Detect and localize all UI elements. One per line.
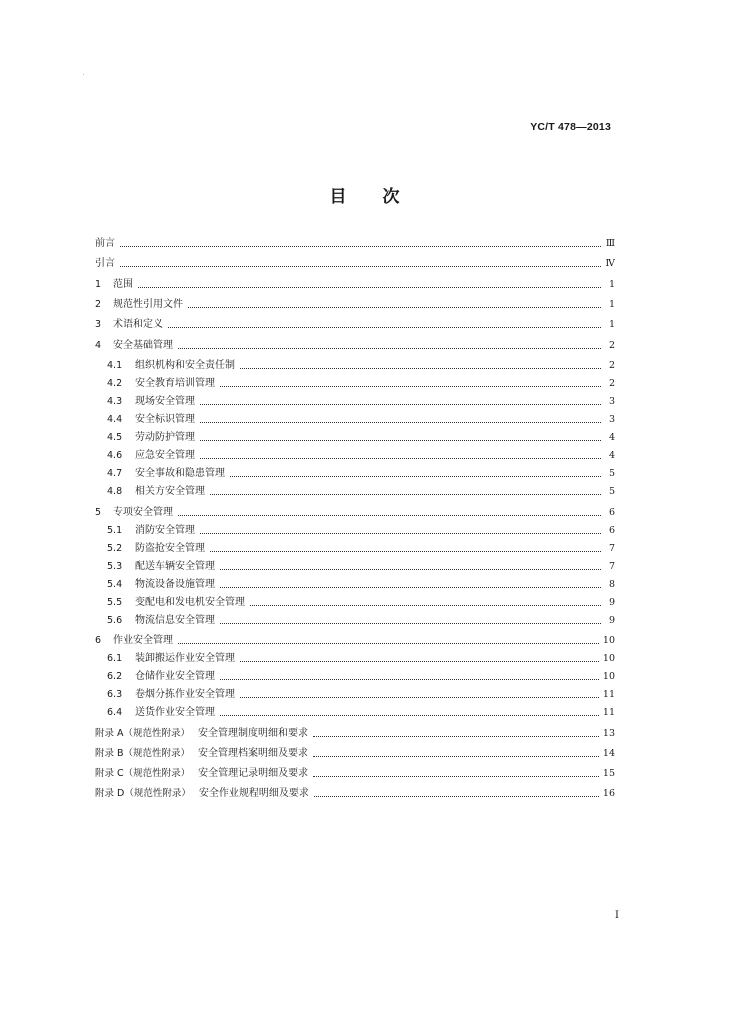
toc-entry[interactable]	[95, 577, 615, 591]
dot-leader	[168, 327, 601, 328]
dot-leader	[240, 368, 601, 369]
toc-entry-page: 10	[602, 653, 615, 664]
toc-entry-page: 15	[602, 768, 615, 779]
dot-leader	[210, 551, 601, 552]
toc-entry[interactable]	[95, 376, 615, 390]
toc-entry[interactable]	[95, 766, 615, 780]
toc-entry-page: 4	[608, 432, 615, 443]
toc-entry-label: 引言	[95, 258, 115, 269]
toc-entry-number: 6.4	[107, 707, 123, 718]
toc-entry-page: Ⅲ	[605, 238, 615, 249]
dot-leader	[200, 404, 601, 405]
toc-entry-page: 3	[608, 396, 615, 407]
toc-entry-page: 8	[608, 579, 615, 590]
toc-entry[interactable]	[95, 448, 615, 462]
toc-entry-label: 物流设备设施管理	[135, 579, 215, 590]
toc-entry-label: 安全管理制度明细和要求	[198, 728, 309, 739]
toc-entry[interactable]	[95, 256, 615, 270]
toc-entry-page: 2	[608, 360, 615, 371]
toc-entry-label: 物流信息安全管理	[135, 615, 215, 626]
toc-entry-number: 4.1	[107, 360, 123, 371]
toc-entry[interactable]	[95, 358, 615, 372]
toc-entry-number: 5.1	[107, 525, 123, 536]
dot-leader	[313, 736, 599, 737]
dot-leader	[220, 679, 599, 680]
toc-entry[interactable]	[95, 613, 615, 627]
toc-entry-number: 4.7	[107, 468, 123, 479]
toc-entry-number: 4.4	[107, 414, 123, 425]
toc-entry[interactable]	[95, 338, 615, 352]
toc-entry-page: 5	[608, 468, 615, 479]
toc-entry-page: 10	[602, 635, 615, 646]
toc-entry-label: 防盗抢安全管理	[135, 543, 205, 554]
toc-entry-page: 1	[608, 319, 615, 330]
toc-entry-label: 安全教育培训管理	[135, 378, 215, 389]
toc-entry-label: 应急安全管理	[135, 450, 195, 461]
dot-leader	[188, 307, 601, 308]
dot-leader	[220, 623, 601, 624]
toc-entry[interactable]	[95, 687, 615, 701]
toc-entry-label: 前言	[95, 238, 115, 249]
toc-entry-page: 4	[608, 450, 615, 461]
toc-entry-number: 4.3	[107, 396, 123, 407]
toc-entry[interactable]	[95, 394, 615, 408]
toc-entry[interactable]	[95, 595, 615, 609]
toc-entry-page: 2	[608, 378, 615, 389]
toc-entry-number: 6	[95, 635, 102, 646]
toc-entry-number: 附录 B（规范性附录）	[95, 748, 191, 759]
toc-entry[interactable]	[95, 505, 615, 519]
toc-entry-label: 卷烟分拣作业安全管理	[135, 689, 235, 700]
dot-leader	[178, 515, 601, 516]
toc-entry-number: 1	[95, 279, 102, 290]
dot-leader	[138, 287, 601, 288]
toc-entry-label: 安全基础管理	[113, 340, 173, 351]
toc-entry-page: 1	[608, 279, 615, 290]
toc-entry-number: 6.3	[107, 689, 123, 700]
toc-entry-page: 14	[602, 748, 615, 759]
page-title	[0, 182, 729, 207]
title-char-1: 目	[329, 187, 347, 207]
toc-entry[interactable]	[95, 466, 615, 480]
toc-entry[interactable]	[95, 541, 615, 555]
toc-entry-number: 5.6	[107, 615, 123, 626]
toc-entry-number: 附录 C（规范性附录）	[95, 768, 191, 779]
toc-entry-number: 附录 A（规范性附录）	[95, 728, 191, 739]
toc-entry-label: 劳动防护管理	[135, 432, 195, 443]
dot-leader	[178, 643, 599, 644]
dot-leader	[200, 533, 601, 534]
toc-entry-page: 5	[608, 486, 615, 497]
toc-entry-label: 安全管理记录明细及要求	[198, 768, 309, 779]
toc-entry-page: 2	[608, 340, 615, 351]
toc-entry-number: 5.3	[107, 561, 123, 572]
toc-entry-page: 1	[608, 299, 615, 310]
dot-leader	[220, 715, 599, 716]
toc-entry-number: 5.4	[107, 579, 123, 590]
toc-entry[interactable]	[95, 651, 615, 665]
toc-entry-label: 相关方安全管理	[135, 486, 205, 497]
toc-entry-number: 5.2	[107, 543, 123, 554]
toc-entry-page: 9	[608, 615, 615, 626]
toc-entry[interactable]	[95, 746, 615, 760]
toc-entry-number: 6.1	[107, 653, 123, 664]
toc-entry-page: 10	[602, 671, 615, 682]
dot-leader	[120, 266, 601, 267]
toc-entry-label: 组织机构和安全责任制	[135, 360, 235, 371]
dot-leader	[220, 587, 601, 588]
toc-entry-label: 专项安全管理	[113, 507, 173, 518]
toc-entry[interactable]	[95, 430, 615, 444]
toc-entry-number: 4.8	[107, 486, 123, 497]
dot-leader	[220, 386, 601, 387]
toc-entry-page: 6	[608, 507, 615, 518]
dot-leader	[200, 422, 601, 423]
dot-leader	[210, 494, 601, 495]
toc-entry[interactable]	[95, 412, 615, 426]
toc-entry-number: 5	[95, 507, 102, 518]
dot-leader	[178, 348, 601, 349]
toc-entry[interactable]	[95, 523, 615, 537]
toc-entry[interactable]	[95, 705, 615, 719]
dot-leader	[230, 476, 601, 477]
dot-leader	[120, 246, 601, 247]
toc-entry[interactable]	[95, 559, 615, 573]
dot-leader	[240, 661, 599, 662]
toc-entry-page: 13	[602, 728, 615, 739]
dot-leader	[200, 440, 601, 441]
dot-leader	[250, 605, 601, 606]
toc-entry-page: 11	[602, 707, 615, 718]
toc-entry-page: 11	[602, 689, 615, 700]
dot-leader	[313, 756, 599, 757]
toc-entry-page: 9	[608, 597, 615, 608]
toc-entry-page: 16	[602, 788, 615, 799]
toc-entry-number: 附录 D（规范性附录）	[95, 788, 191, 799]
toc-entry[interactable]	[95, 317, 615, 331]
toc-entry[interactable]	[95, 277, 615, 291]
toc-entry[interactable]	[95, 726, 615, 740]
toc-entry-number: 6.2	[107, 671, 123, 682]
standard-code: YC/T 478—2013	[530, 121, 611, 133]
toc-entry-page: 7	[608, 543, 615, 554]
toc-entry-label: 安全作业规程明细及要求	[198, 788, 309, 799]
toc-entry-number: 4	[95, 340, 102, 351]
toc-entry-number: 4.5	[107, 432, 123, 443]
toc-entry[interactable]	[95, 236, 615, 250]
toc-entry[interactable]	[95, 633, 615, 647]
toc-entry-label: 消防安全管理	[135, 525, 195, 536]
title-char-2: 次	[382, 187, 400, 207]
dot-leader	[314, 796, 599, 797]
toc-entry-label: 装卸搬运作业安全管理	[135, 653, 235, 664]
toc-entry-number: 4.2	[107, 378, 123, 389]
toc-entry-number: 2	[95, 299, 102, 310]
toc-entry-label: 现场安全管理	[135, 396, 195, 407]
toc-entry[interactable]	[95, 484, 615, 498]
dot-leader	[220, 569, 601, 570]
toc-entry-label: 术语和定义	[113, 319, 163, 330]
toc-entry-number: 5.5	[107, 597, 123, 608]
toc-entry-number: 3	[95, 319, 102, 330]
toc-entry-page: 6	[608, 525, 615, 536]
toc-entry[interactable]	[95, 786, 615, 800]
toc-entry-page: Ⅳ	[605, 258, 615, 269]
toc-entry-label: 作业安全管理	[113, 635, 173, 646]
scan-speck	[83, 74, 84, 75]
toc-entry-label: 安全管理档案明细及要求	[198, 748, 309, 759]
page-number: I	[615, 910, 619, 921]
dot-leader	[313, 776, 599, 777]
toc-entry-label: 变配电和发电机安全管理	[135, 597, 245, 608]
toc-entry-label: 配送车辆安全管理	[135, 561, 215, 572]
toc-entry[interactable]	[95, 297, 615, 311]
toc-entry-label: 安全标识管理	[135, 414, 195, 425]
toc-entry-number: 4.6	[107, 450, 123, 461]
dot-leader	[200, 458, 601, 459]
toc-entry-label: 仓储作业安全管理	[135, 671, 215, 682]
toc-entry-page: 3	[608, 414, 615, 425]
toc-entry-label: 规范性引用文件	[113, 299, 183, 310]
toc-entry-page: 7	[608, 561, 615, 572]
toc-entry-label: 送货作业安全管理	[135, 707, 215, 718]
dot-leader	[240, 697, 599, 698]
toc-entry-label: 安全事故和隐患管理	[135, 468, 225, 479]
toc-entry[interactable]	[95, 669, 615, 683]
toc-entry-label: 范围	[113, 279, 133, 290]
